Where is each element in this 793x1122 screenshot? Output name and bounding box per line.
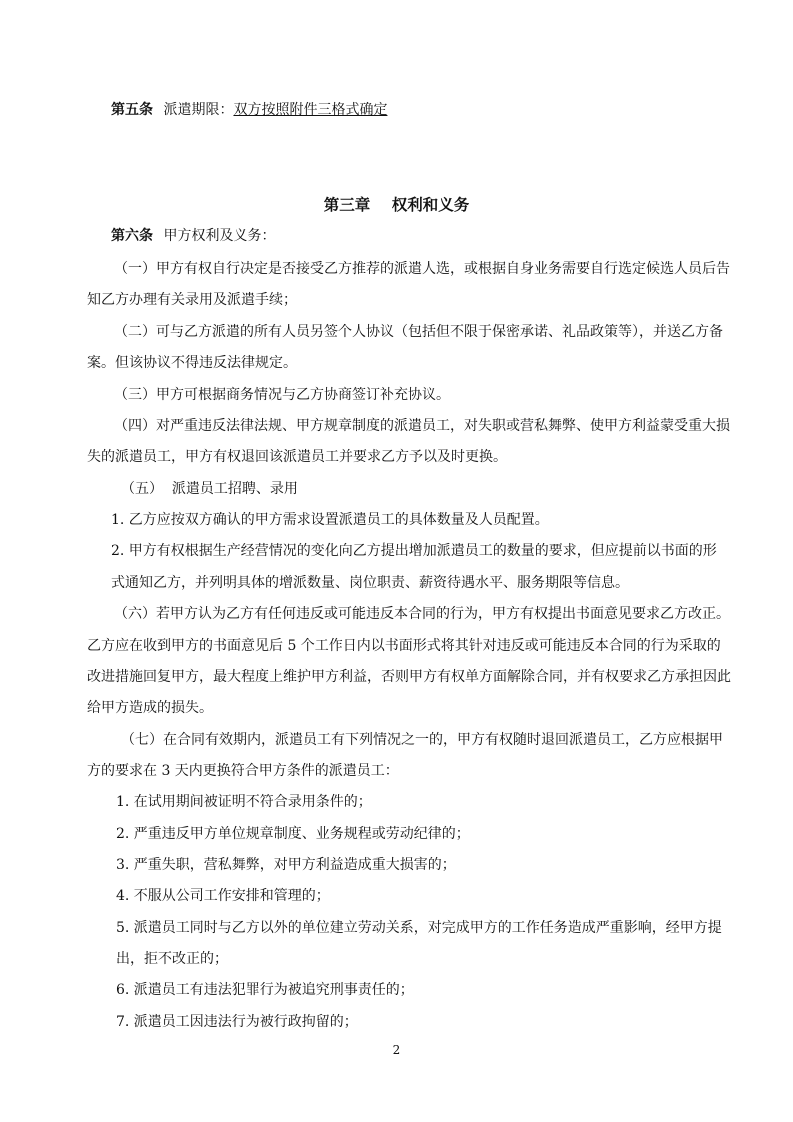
article-5-text: 派遣期限： [163, 102, 234, 118]
list-item: 7. 派遣员工因违法行为被行政拘留的； [116, 1014, 358, 1030]
para-line: （五） 派遣员工招聘、录用 [121, 481, 298, 497]
list-item: 2. 甲方有权根据生产经营情况的变化向乙方提出增加派遣员工的数量的要求，但应提前以书面的形 [111, 543, 717, 559]
list-item: 5. 派遣员工同时与乙方以外的单位建立劳动关系，对完成甲方的工作任务造成严重影响，经甲方提 [116, 920, 722, 936]
article-5-term: 双方按照附件三格式确定 [233, 102, 388, 118]
para-line: 乙方应在收到甲方的书面意见后 5 个工作日内以书面形式将其针对违反或可能违反本合同的行为采取的 [87, 638, 721, 654]
page-number: 2 [392, 1043, 401, 1057]
para-line: （四）对严重违反法律法规、甲方规章制度的派遣员工，对失职或营私舞弊、使甲方利益蒙受重大损 [114, 418, 730, 434]
chapter-title: 第三章 权利和义务 [323, 196, 470, 214]
article-6 [111, 226, 275, 246]
list-item: 6. 派遣员工有违法犯罪行为被追究刑事责任的； [116, 982, 414, 998]
list-item: 1. 在试用期间被证明不符合录用条件的； [116, 794, 372, 810]
para-line: （三）甲方可根据商务情况与乙方协商签订补充协议。 [114, 387, 450, 403]
para-line: 给甲方造成的损失。 [87, 700, 213, 716]
para-line: 改进措施回复甲方，最大程度上维护甲方利益，否则甲方有权单方面解除合同，并有权要求乙方承担因此 [87, 669, 731, 685]
para-line: 案。但该协议不得违反法律规定。 [87, 355, 297, 371]
list-item: 4. 不服从公司工作安排和管理的； [116, 888, 330, 904]
list-item: 3. 严重失职，营私舞弊，对甲方利益造成重大损害的； [116, 857, 456, 873]
para-line: （一）甲方有权自行决定是否接受乙方推荐的派遣人选，或根据自身业务需要自行选定候选人员后告 [114, 261, 730, 277]
para-line: 知乙方办理有关录用及派遣手续； [87, 292, 297, 308]
article-5 [111, 100, 387, 120]
article-6-label: 第六条 [111, 228, 153, 244]
list-item-cont: 出，拒不改正的； [116, 951, 228, 967]
para-line: 方的要求在 3 天内更换符合甲方条件的派遣员工： [87, 763, 399, 779]
para-line: （二）可与乙方派遣的所有人员另签个人协议（包括但不限于保密承诺、礼品政策等），并送乙方备 [114, 324, 723, 340]
para-line: （七）在合同有效期内，派遣员工有下列情况之一的，甲方有权随时退回派遣员工，乙方应根据甲 [121, 732, 723, 748]
article-5-label: 第五条 [111, 102, 153, 118]
list-item: 2. 严重违反甲方单位规章制度、业务规程或劳动纪律的； [116, 826, 470, 842]
article-6-text: 甲方权利及义务： [163, 228, 276, 244]
para-line: 失的派遣员工，甲方有权退回该派遣员工并要求乙方予以及时更换。 [87, 449, 507, 465]
list-item-cont: 式通知乙方，并列明具体的增派数量、岗位职责、薪资待遇水平、服务期限等信息。 [111, 575, 629, 591]
para-line: （六）若甲方认为乙方有任何违反或可能违反本合同的行为，甲方有权提出书面意见要求乙方改正。 [114, 606, 730, 622]
list-item: 1. 乙方应按双方确认的甲方需求设置派遣员工的具体数量及人员配置。 [111, 512, 549, 528]
